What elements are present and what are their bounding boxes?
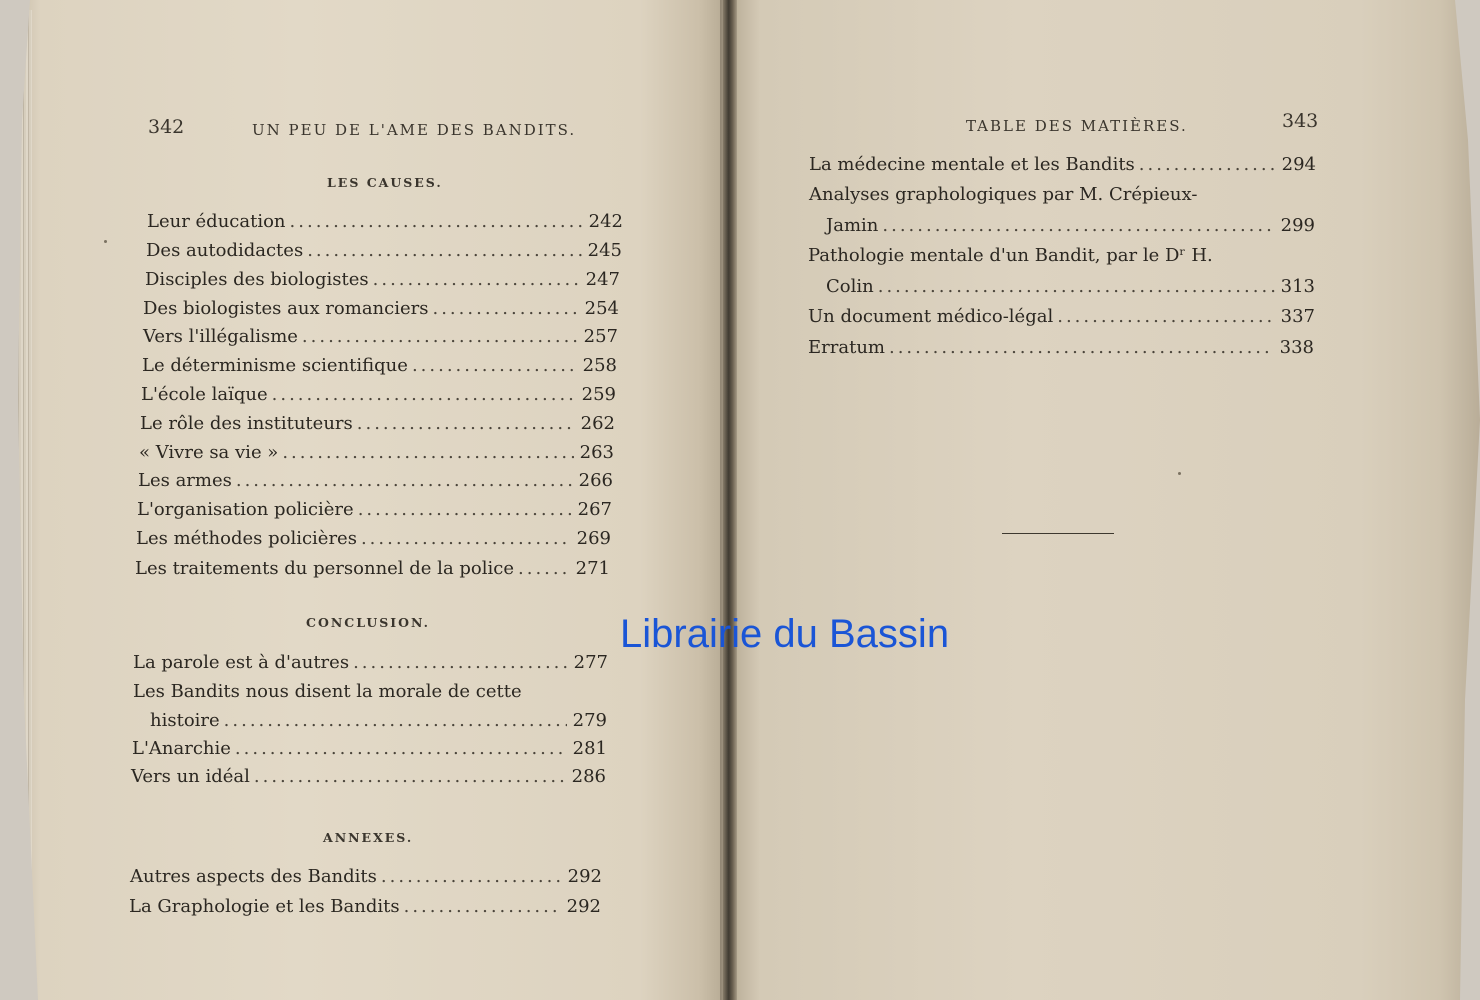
toc-entry: La médecine mentale et les Bandits ..... 294 bbox=[809, 154, 1316, 176]
toc-entry: Un document médico-légal ..... 337 bbox=[808, 306, 1315, 328]
right-page bbox=[720, 0, 1480, 1000]
toc-entry: Autres aspects des Bandits ..... 292 bbox=[130, 866, 602, 888]
left-page-number: 342 bbox=[148, 116, 185, 138]
toc-entry: Les armes ..... 266 bbox=[138, 470, 613, 492]
right-running-head: TABLE DES MATIÈRES. bbox=[966, 117, 1188, 135]
toc-entry: La parole est à d'autres ..... 277 bbox=[133, 652, 608, 674]
toc-entry: Des biologistes aux romanciers ..... 254 bbox=[143, 298, 619, 320]
section-title-annexes: ANNEXES. bbox=[323, 830, 414, 845]
toc-entry: L'organisation policière ..... 267 bbox=[137, 499, 612, 521]
toc-entry: Les méthodes policières ..... 269 bbox=[136, 528, 611, 550]
left-running-head: UN PEU DE L'AME DES BANDITS. bbox=[252, 121, 577, 139]
toc-entry: Disciples des biologistes ..... 247 bbox=[145, 269, 620, 291]
right-page-number: 343 bbox=[1282, 110, 1319, 132]
toc-entry: Erratum ..... 338 bbox=[808, 337, 1314, 359]
toc-entry-text: Pathologie mentale d'un Bandit, par le Dʳ H. bbox=[808, 245, 1213, 266]
toc-entry: L'école laïque ..... 259 bbox=[141, 384, 616, 406]
toc-entry: La Graphologie et les Bandits ..... 292 bbox=[129, 896, 601, 918]
watermark-text: Librairie du Bassin bbox=[620, 612, 950, 656]
book-spine bbox=[723, 0, 737, 1000]
end-rule bbox=[1002, 533, 1114, 534]
toc-entry: Jamin ..... 299 bbox=[826, 215, 1315, 237]
toc-entry: Le rôle des instituteurs ..... 262 bbox=[140, 413, 615, 435]
toc-entry-text: Analyses graphologiques par M. Crépieux- bbox=[809, 184, 1198, 205]
page-edges bbox=[6, 10, 32, 980]
toc-entry: histoire ..... 279 bbox=[150, 710, 607, 732]
section-title-conclusion: CONCLUSION. bbox=[306, 615, 430, 630]
toc-entry: « Vivre sa vie » ..... 263 bbox=[139, 442, 614, 464]
toc-entry-text: Les Bandits nous disent la morale de cette bbox=[133, 681, 522, 702]
toc-entry: L'Anarchie ..... 281 bbox=[132, 738, 607, 760]
toc-entry: Des autodidactes ..... 245 bbox=[146, 240, 622, 262]
paper-speck bbox=[104, 240, 107, 243]
toc-entry: Le déterminisme scientifique ..... 258 bbox=[142, 355, 617, 377]
toc-entry: Leur éducation ..... 242 bbox=[147, 211, 623, 233]
section-title-causes: LES CAUSES. bbox=[327, 175, 443, 190]
paper-speck bbox=[1178, 472, 1181, 475]
toc-entry: Vers un idéal ..... 286 bbox=[131, 766, 606, 788]
toc-entry: Colin ..... 313 bbox=[826, 276, 1315, 298]
toc-entry: Les traitements du personnel de la police ..... 271 bbox=[135, 558, 610, 580]
toc-entry: Vers l'illégalisme ..... 257 bbox=[143, 326, 618, 348]
